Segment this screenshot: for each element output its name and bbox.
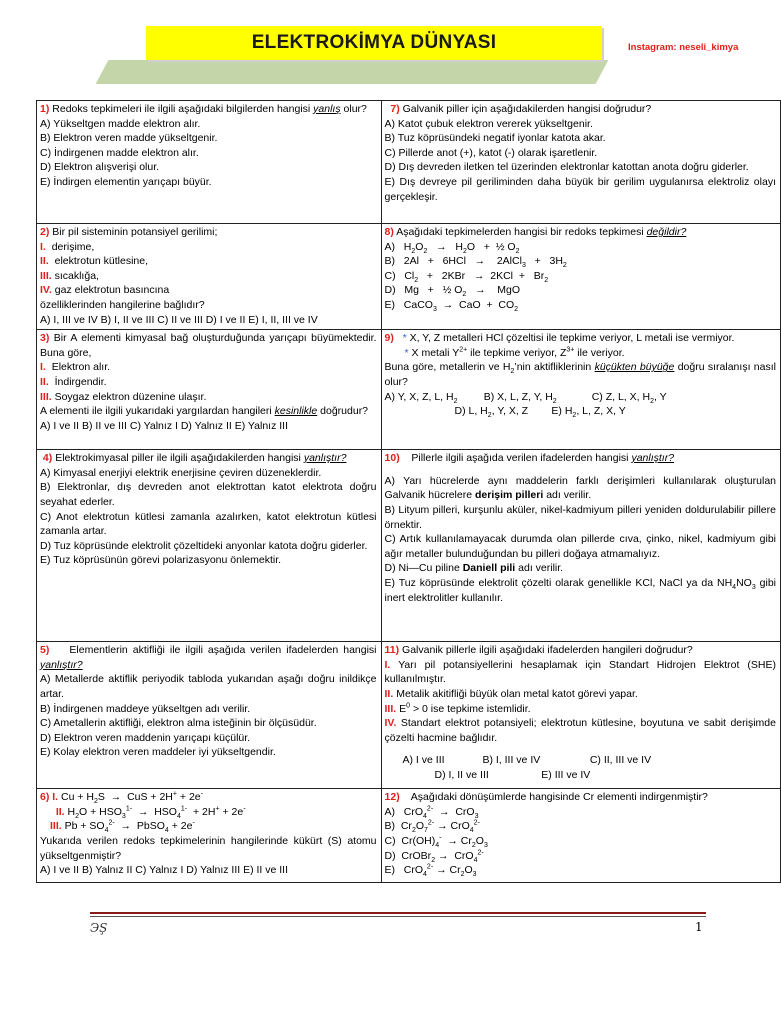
- option-c: C) Pillerde anot (+), katot (-) olarak işaretlenir.: [384, 146, 598, 159]
- option-b: B) Elektronlar, dış devreden anot elektrottan katot elektrota doğru seyahat ederler.: [40, 481, 377, 508]
- roman-numeral: II.: [40, 255, 49, 268]
- option-c: C) Artık kullanılamayacak durumda olan pillerde cıva, çinko, nikel, kadmiyum gibi ağır metaller bulunduğundan bu pilleri doğaya atmamalıyız.: [384, 533, 776, 560]
- page-title: ELEKTROKİMYA DÜNYASI: [251, 32, 497, 53]
- ion-charge: 2+: [459, 346, 468, 354]
- question-4: [37, 450, 382, 642]
- statement: E: [399, 702, 407, 715]
- question-7: [381, 101, 780, 224]
- conversion-e: E) $CrO_4^{2-} \to Cr_2O_3$: [384, 863, 477, 879]
- question-text: Pillerle ilgili aşağıda verilen ifadelerden hangisi: [411, 452, 629, 465]
- statement: Elektron alır.: [51, 361, 111, 374]
- option-d: D) Dış devreden iletken tel üzerinden elektronlar katottan anota doğru giderler.: [384, 161, 749, 174]
- banner-shadow: [96, 60, 609, 84]
- option-d: D) Tuz köprüsünde elektrolit çözeltideki anyonlar katota doğru giderler.: [40, 539, 368, 552]
- option-b: B) Elektron veren madde yükseltgenir.: [40, 132, 218, 145]
- option-c: C) II, III ve IV: [589, 754, 652, 767]
- questions-table: [36, 100, 781, 883]
- question-text: Galvanik piller için aşağıdakilerden hangisi doğrudur?: [402, 103, 652, 115]
- question-number: 1): [40, 103, 50, 115]
- ion-charge: 3+: [566, 346, 575, 354]
- option-a-tail: adı verilir.: [546, 489, 592, 502]
- question-number: 11): [384, 644, 400, 657]
- option-a: A) Katot çubuk elektron vererek yükseltgenir.: [384, 117, 593, 130]
- option-d-bold: Daniell pili: [462, 562, 516, 575]
- question-emphasis: kesinlikle: [274, 405, 318, 418]
- question-text: Galvanik pillerle ilgili aşağıdaki ifadelerden hangileri doğrudur?: [402, 644, 693, 657]
- superscript: 0: [406, 702, 411, 710]
- question-text: X, Y, Z metalleri HCl çözeltisi ile tepkime veriyor, L metali ise vermiyor.: [409, 332, 735, 345]
- question-text: Yukarıda verilen redoks tepkimelerinin hangilerinde kükürt (S) atomu yükseltgenmiştir?: [40, 834, 377, 862]
- option-e: E) III ve IV: [541, 768, 591, 781]
- question-number: 12): [384, 791, 400, 804]
- question-emphasis: yanlıştır?: [303, 452, 347, 465]
- question-5: [37, 642, 382, 789]
- reaction-b: B) 2Al + 6HCl → 2AlCl$_3$ + $3H_2$: [384, 255, 567, 270]
- instagram-handle: Instagram: neseli_kimya: [628, 42, 739, 53]
- answer-options: A) I ve II B) II ve III C) Yalnız I D) Yalnız II E) Yalnız III: [40, 419, 288, 432]
- option-b: B) Lityum pilleri, kurşunlu aküler, nikel-kadmiyum pilleri yeniden doldurulabilir pillere örnektir.: [384, 503, 776, 531]
- roman-numeral: III.: [40, 269, 52, 282]
- question-number: 5): [40, 644, 50, 657]
- question-tail: doğru sıralanışı nasıl olur?: [384, 361, 776, 388]
- star-marker: *: [402, 332, 407, 345]
- option-a: A) Yükseltgen madde elektron alır.: [40, 117, 201, 130]
- question-9: 9) * X, Y, Z metalleri HCl çözeltisi ile tepkime veriyor, L metali ise vermiyor. * X metali $Y^{2+}$ ile tepkime veriyor, $Z^{3+}$ ile veriyor. Buna göre, metallerin ve $H_2’nin$ aktifliklerinin küçükten büyüğe doğru sıralanışı nasıl olur? A) Y, X, Z, L, $H_2$ B) X, L, Z, Y, $H_2$ C) Z, L, X, $H_2$, Y D) L, $H_2$, Y, X, Z E) $H_2$, L, Z, X, Y: [381, 330, 780, 450]
- roman-numeral: I.: [384, 658, 391, 671]
- option-c: C) Ametallerin aktifliği, elektron alma isteğinin bir ölçüsüdür.: [40, 717, 317, 730]
- question-number: 7): [390, 103, 400, 115]
- question-12: [381, 789, 780, 883]
- question-text: Redoks tepkimeleri ile ilgili aşağıdaki bilgilerden hangisi: [52, 103, 311, 115]
- question-tail: doğrudur?: [320, 405, 369, 418]
- option-b: B) İndirgenen maddeye yükseltgen adı verilir.: [40, 702, 251, 715]
- option-d: D) Elektron alışverişi olur.: [40, 161, 160, 174]
- answer-options: A) I ve II B) Yalnız II C) Yalnız I D) Yalnız III E) II ve III: [40, 864, 288, 877]
- option-d: D) Elektron veren maddenin yarıçapı küçülür.: [40, 731, 251, 744]
- option-b: B) Tuz köprüsündeki negatif iyonlar katota akar.: [384, 132, 606, 145]
- question-text: Bir A elementi kimyasal bağ oluşturduğunda yarıçapı büyümektedir. Buna göre,: [40, 332, 377, 359]
- option-c: C) İndirgenen madde elektron alır.: [40, 146, 199, 159]
- question-10: 10) Pillerle ilgili aşağıda verilen ifadelerden hangisi yanlıştır? A) Yarı hücrelerde aynı maddelerin farklı derişimleri kullanılarak oluşturulan Galvanik hücrelere derişim pilleri adı verilir. B) Lityum pilleri, kurşunlu aküler, nikel-kadmiyum pilleri yeniden doldurulabilir pillere örnektir. C) Artık kullanılamayacak durumda olan pillerde cıva, çinko, nikel, kadmiyum gibi ağır metaller bulunduğundan bu pilleri doğaya atmamalıyız. D) Ni—Cu piline Daniell pili adı verilir. E) Tuz köprüsünde elektrolit çözelti olarak genellikle KCl, NaCl ya da $NH_4NO_3$ gibi inert elektrolitler kullanılır.: [381, 450, 780, 642]
- option-c: C) Anot elektrotun kütlesi zamanla azalırken, katot elektrotun kütlesi zamanla artar.: [40, 510, 377, 538]
- question-text: Elektrokimyasal piller ile ilgili aşağıdakilerden hangisi: [55, 452, 301, 465]
- reaction-a: A) $H_2O_2 \to H_2O$ + ½ $O_2$: [384, 240, 520, 255]
- question-number: 6): [40, 791, 50, 804]
- question-number: 4): [42, 452, 53, 465]
- option-a-bold: derişim pilleri: [474, 489, 544, 502]
- question-emphasis: küçükten büyüğe: [594, 361, 675, 374]
- statement: derişime,: [51, 240, 95, 253]
- statement: İndirgendir.: [54, 375, 107, 388]
- reaction-c: C) $Cl_2 + 2KBr \to 2KCl + Br_2$: [384, 269, 549, 284]
- question-emphasis: yanlıştır?: [631, 452, 675, 465]
- page-number: 1: [695, 920, 703, 934]
- statement-text: ile veriyor.: [577, 346, 625, 359]
- question-11: [381, 642, 780, 789]
- roman-numeral: I.: [40, 361, 46, 374]
- answer-options: A) I, III ve IV B) I, II ve III C) II ve III D) I ve II E) I, II, III ve IV: [40, 313, 318, 326]
- answer-options-row-1: A) Y, X, Z, L, $H_2$ B) X, L, Z, Y, $H_2$ C) Z, L, X, $H_2$, Y: [384, 390, 667, 405]
- statement: Metalik akitifliği büyük olan metal katot görevi yapar.: [396, 687, 638, 700]
- roman-numeral: IV.: [384, 717, 397, 730]
- question-text: Elementlerin aktifliği ile ilgili aşağıda verilen ifadelerden hangisi: [69, 644, 377, 657]
- statement: Yarı pil potansiyellerini hesaplamak için Standart Hidrojen Elektrot (SHE) kullanılmıştır.: [384, 658, 777, 686]
- option-a: A) Metallerde aktiflik periyodik tabloda yukarıdan aşağı doğru inildikçe artar.: [40, 673, 377, 700]
- statement: gaz elektrotun basıncına: [54, 284, 170, 297]
- question-number: 10): [384, 452, 400, 465]
- question-text: Bir pil sisteminin potansiyel gerilimi;: [52, 226, 218, 238]
- roman-numeral: II.: [40, 375, 49, 388]
- reaction-i: 6) I. $Cu + H_2S$ → CuS + 2H+ + 2e-: [40, 790, 203, 806]
- option-d: D) I, II ve III: [434, 768, 489, 781]
- option-a: A) Yarı hücrelerde aynı maddelerin farklı derişimleri kullanılarak oluşturulan Galvanik hücrelere: [384, 474, 776, 502]
- option-e: NO: [736, 576, 752, 589]
- question-text: Aşağıdaki dönüşümlerde hangisinde Cr elementi indirgenmiştir?: [410, 791, 708, 804]
- question-tail: ’nin aktifliklerinin: [514, 361, 592, 374]
- conversion-a: A) CrO$_4^{2-}$ → CrO$_3$: [384, 805, 479, 820]
- roman-numeral: III.: [384, 702, 397, 715]
- question-3: [37, 330, 382, 450]
- option-d-tail: adı verilir.: [518, 562, 564, 575]
- question-tail: Buna göre, metallerin ve H: [384, 361, 511, 374]
- author-signature: ЭŞ: [90, 921, 108, 935]
- footer-rule: [90, 912, 706, 914]
- reaction-d: D) Mg + ½ $O_2$ → MgO: [384, 284, 521, 299]
- answer-options-row-2: D) L, $H_2$, Y, X, Z E) $H_2$, L, Z, X, Y: [454, 405, 626, 420]
- option-e: E) İndirgen elementin yarıçapı büyür.: [40, 175, 212, 188]
- question-6: [37, 789, 382, 883]
- question-tail: özelliklerinden hangilerine bağlıdır?: [40, 298, 205, 311]
- question-emphasis: yanlış: [313, 103, 341, 115]
- statement: sıcaklığa,: [54, 269, 99, 282]
- statement-text: ile tepkime veriyor, Z: [470, 346, 567, 359]
- answer-options-row-1: [385, 753, 776, 768]
- option-e-tail: gibi inert elektrolitler kullanılır.: [384, 576, 777, 604]
- question-8: [381, 224, 780, 330]
- option-e: E) Kolay elektron veren maddeler iyi yükseltgendir.: [40, 746, 276, 759]
- question-1: [37, 101, 382, 224]
- roman-numeral: II.: [384, 687, 394, 700]
- statement-text: X metali Y: [411, 346, 460, 359]
- question-number: 9): [384, 332, 394, 345]
- conversion-d: D) CrOBr$_2$ → CrO$_4^{2-}$: [384, 849, 484, 864]
- reaction-iii: III. $Pb + SO_4^{2-}$ → PbSO$_4$ + 2e-: [50, 819, 195, 835]
- reaction-e: E) CaCO$_3$ → CaO + $CO_2$: [384, 298, 519, 314]
- statement: Soygaz elektron düzenine ulaşır.: [54, 390, 207, 403]
- option-a: A) Kimyasal enerjiyi elektrik enerjisine çeviren düzeneklerdir.: [40, 466, 322, 479]
- roman-numeral: I.: [40, 240, 46, 253]
- question-tail: A elementi ile ilgili yukarıdaki yargılardan hangileri: [40, 405, 272, 418]
- option-b: B) I, III ve IV: [482, 754, 541, 767]
- roman-numeral: IV.: [40, 284, 52, 297]
- option-e: E) Tuz köprüsünde elektrolit çözelti olarak genellikle KCl, NaCl ya da NH: [384, 576, 733, 589]
- statement: elektrotun kütlesine,: [54, 255, 148, 268]
- star-marker: *: [404, 346, 409, 359]
- option-e: E) Tuz köprüsünün görevi polarizasyonu önlemektir.: [40, 554, 282, 567]
- answer-options-row-2: [385, 768, 776, 783]
- statement: Standart elektrot potansiyeli; elektrotun kütlesine, boyutuna ve sabit derişimde çözelti hacmine bağlıdır.: [384, 717, 776, 744]
- question-emphasis: yanlıştır?: [40, 658, 83, 671]
- conversion-b: B) $Cr_2O_7^{2-} \to CrO_4^{2-}$: [384, 819, 480, 835]
- question-2: [37, 224, 382, 330]
- reaction-ii: II. $H_2O + HSO_3^{1-} \to HSO_4^{1-} + 2H^+ + 2e^-$: [55, 805, 246, 820]
- question-number: 8): [384, 226, 394, 238]
- option-a: A) I ve III: [402, 754, 445, 767]
- statement: > 0 ise tepkime istemlidir.: [412, 702, 531, 715]
- option-d: D) Ni—Cu piline: [384, 562, 460, 575]
- statement-2: [385, 346, 776, 361]
- conversion-c: C) $Cr(OH)_4^- \to Cr_2O_3$: [384, 834, 488, 850]
- footer-rule-thin: [90, 916, 706, 917]
- question-text: Aşağıdaki tepkimelerden hangisi bir redoks tepkimesi: [396, 226, 644, 238]
- roman-numeral: III.: [40, 390, 52, 403]
- question-number: 2): [40, 226, 50, 238]
- option-e: E) Dış devreye pil geriliminden daha büyük bir gerilim uygulanırsa elektroliz olayı gerçekleşir.: [384, 175, 776, 203]
- question-number: 3): [40, 332, 50, 345]
- question-tail: olur?: [343, 103, 367, 115]
- question-emphasis: değildir?: [646, 226, 687, 238]
